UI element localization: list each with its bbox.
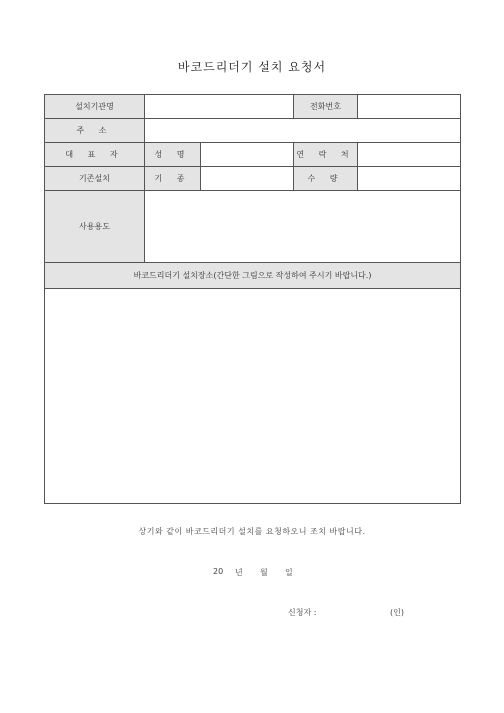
phone-field[interactable] <box>358 95 461 119</box>
row-usage <box>45 191 461 263</box>
location-drawing-area[interactable] <box>45 289 461 504</box>
date-day-unit: 일 <box>285 568 293 577</box>
existing-label: 기존설치 <box>45 167 145 191</box>
date-month-unit: 월 <box>260 568 268 577</box>
row-existing <box>45 167 461 191</box>
document-title: 바코드리더기 설치 요청서 <box>177 60 327 74</box>
name-label: 성 명 <box>145 143 201 167</box>
quantity-field[interactable] <box>358 167 461 191</box>
institution-field[interactable] <box>145 95 294 119</box>
date-year-unit: 년 <box>235 568 243 577</box>
address-field[interactable] <box>145 119 461 143</box>
applicant-label: 신청자 : <box>288 608 317 617</box>
row-representative <box>45 143 461 167</box>
row-address <box>45 119 461 143</box>
representative-label: 대 표 자 <box>45 143 145 167</box>
row-location-header <box>45 263 461 289</box>
institution-label: 설치기관명 <box>45 95 145 119</box>
phone-label: 전화번호 <box>294 95 358 119</box>
quantity-label: 수 량 <box>294 167 358 191</box>
name-field[interactable] <box>201 143 294 167</box>
request-note: 상기와 같이 바코드리더기 설치를 요청하오니 조치 바랍니다. <box>138 527 366 536</box>
request-form-table <box>44 94 461 504</box>
contact-label: 연 락 처 <box>294 143 358 167</box>
contact-field[interactable] <box>358 143 461 167</box>
location-label: 바코드리더기 설치장소(간단한 그림으로 작성하여 주시기 바랍니다.) <box>45 263 461 289</box>
model-label: 기 종 <box>145 167 201 191</box>
address-label: 주 소 <box>45 119 145 143</box>
row-location-drawing <box>45 289 461 504</box>
row-institution <box>45 95 461 119</box>
seal-label: (인) <box>390 608 404 617</box>
date-year: 20 <box>213 567 224 576</box>
applicant-signature-field[interactable] <box>324 607 384 617</box>
usage-field[interactable] <box>145 191 461 263</box>
usage-label: 사용용도 <box>45 191 145 263</box>
model-field[interactable] <box>201 167 294 191</box>
